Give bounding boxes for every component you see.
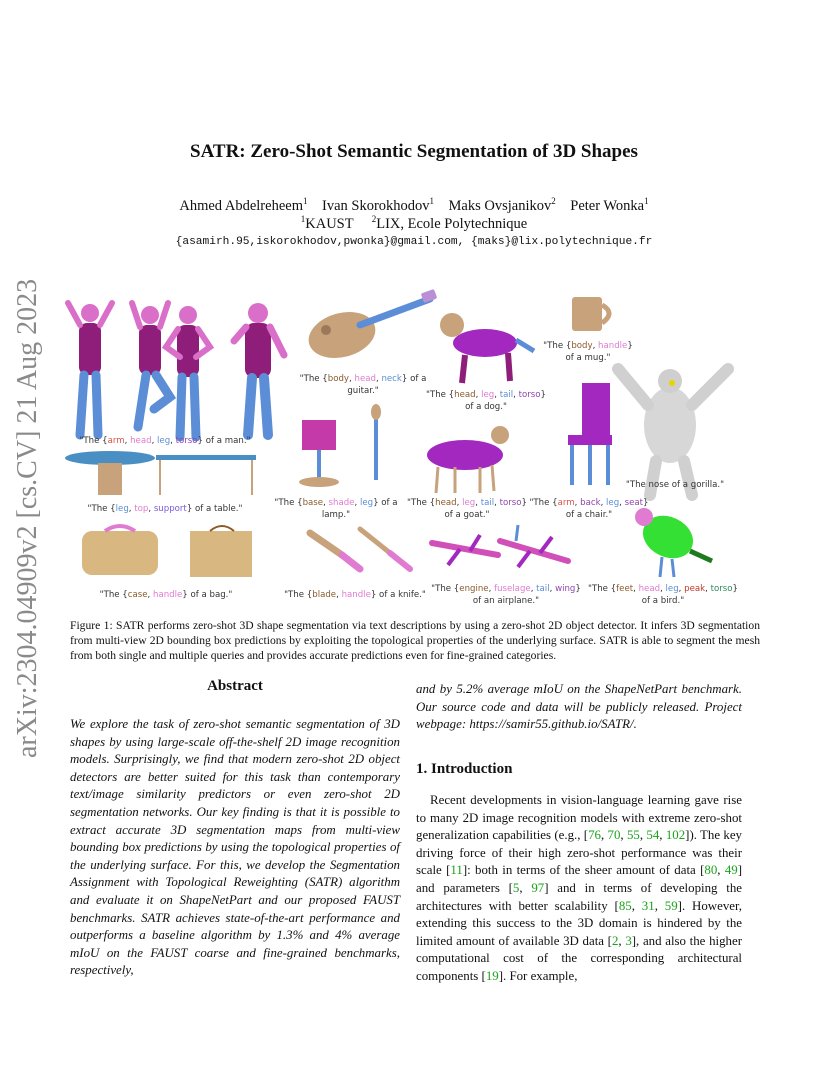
citation-link[interactable]: 2 bbox=[611, 933, 619, 948]
caption-guitar: "The {body, head, neck} of a guitar." bbox=[299, 374, 427, 396]
caption-airplane: "The {engine, fuselage, tail, wing} of an airplane." bbox=[431, 584, 581, 606]
author-list bbox=[0, 196, 828, 215]
author-name: Ahmed Abdelreheem bbox=[179, 197, 303, 214]
caption-man: "The {arm, head, leg, torso} of a man." bbox=[79, 436, 251, 446]
citation-link[interactable]: 97 bbox=[531, 880, 545, 895]
affiliation: LIX, Ecole Polytechnique bbox=[376, 215, 528, 232]
author-emails: {asamirh.95,iskorokhodov,pwonka}@gmail.com, {maks}@lix.polytechnique.fr bbox=[175, 236, 653, 248]
caption-dog: "The {head, leg, tail, torso} of a dog." bbox=[426, 390, 546, 412]
citation-link[interactable]: 59 bbox=[664, 898, 678, 913]
affiliation: KAUST bbox=[305, 215, 354, 232]
author-name: Ivan Skorokhodov bbox=[321, 197, 430, 214]
guitar-shape bbox=[303, 289, 437, 365]
citation-link[interactable]: 85 bbox=[618, 898, 632, 913]
dog-shape bbox=[440, 313, 534, 383]
citation-link[interactable]: 70 bbox=[607, 828, 621, 843]
citation-link[interactable]: 54 bbox=[646, 828, 660, 843]
caption-goat: "The {head, leg, tail, torso} of a goat." bbox=[407, 498, 527, 520]
citation-link[interactable]: 5 bbox=[512, 880, 520, 895]
affiliations bbox=[0, 214, 828, 233]
chair-shape bbox=[568, 383, 612, 485]
aff-num: 1 bbox=[300, 214, 306, 224]
caption-lamp: "The {base, shade, leg} of a lamp." bbox=[274, 498, 398, 520]
citation-link[interactable]: 76 bbox=[588, 828, 601, 843]
caption-table: "The {leg, top, support} of a table." bbox=[87, 504, 243, 514]
abstract-text: We explore the task of zero-shot semantic segmentation of 3D shapes by using large-scale off-the-shelf 2D image recognition models. Surprisingly, we find that modern zero-shot 2D object detectors are better suited for this task than contemporary text/image similarity predictors or even zero-shot 2D segmentation networks. Our key finding is that it is possible to extract accurate 3D segmentation maps from multi-view bounding box predictions by using the topological properties of the underlying surface. For this, we develop the Segmentation Assignment with Topological Reweighting (SATR) algorithm and evaluate it on ShapeNetPart and our proposed FAUST benchmarks. SATR achieves state-of-the-art performance and outperforms a baseline algorithm by 1.3% and 4% average mIoU on the FAUST coarse and fine-grained benchmarks, respectively, bbox=[70, 717, 400, 978]
table-shape bbox=[65, 451, 256, 495]
intro-paragraph: Recent developments in vision-language learning gave rise to many 2D image recognition models with extreme zero-shot generalization capabilities (e.g., [76, 70, 55, 54, 102]). The key driving force of their high zero-shot performance was their scale [11]: both in terms of the sheer amount of data [80, 49] and parameters [5, 97] and in terms of developing the architectures with better scalability [85, 31, 59]. However, extending this success to the 3D domain is hindered by the limited amount of available 3D data [2, 3], and also the higher computational cost of the corresponding architectural components [19]. For example, bbox=[416, 793, 743, 983]
figure-caption: Figure 1: SATR performs zero-shot 3D shape segmentation via text descriptions by using a zero-shot 2D object detector. It infers 3D segmentation from multi-view 2D bounding box predictions by exploiting the topological properties of the underlying surface. SATR is able to segment the mesh from both single and multiple queries and provides accurate predictions even for fine-grained categories. bbox=[70, 619, 760, 662]
arxiv-stamp: arXiv:2304.04909v2 [cs.CV] 21 Aug 2023 bbox=[12, 278, 43, 758]
author-aff: 1 bbox=[302, 196, 308, 206]
caption-chair: "The {arm, back, leg, seat} of a chair." bbox=[529, 498, 649, 520]
aff-num: 2 bbox=[371, 214, 377, 224]
lamp-shape bbox=[299, 404, 381, 487]
gorilla-shape bbox=[618, 369, 728, 495]
paper-title: SATR: Zero-Shot Semantic Segmentation of 3D Shapes bbox=[190, 141, 638, 162]
author-aff: 1 bbox=[644, 196, 649, 206]
citation-link[interactable]: 102 bbox=[665, 828, 686, 843]
author-aff: 2 bbox=[551, 196, 556, 206]
abstract-heading: Abstract bbox=[207, 678, 263, 694]
citation-link[interactable]: 55 bbox=[626, 828, 640, 843]
caption-bag: "The {case, handle} of a bag." bbox=[99, 590, 233, 600]
citation-link[interactable]: 19 bbox=[485, 968, 499, 983]
citation-link[interactable]: 80 bbox=[704, 863, 718, 878]
caption-knife: "The {blade, handle} of a knife." bbox=[284, 590, 426, 600]
caption-bird: "The {feet, head, leg, peak, torso} of a bird." bbox=[588, 584, 738, 606]
author-name: Peter Wonka bbox=[570, 197, 645, 214]
author-name: Maks Ovsjanikov bbox=[448, 197, 552, 214]
abstract-continued: and by 5.2% average mIoU on the ShapeNetPart benchmark. Our source code and data will be publicly released. Project webpage: https://samir55.github.io/SATR/. bbox=[416, 682, 742, 732]
caption-gorilla: "The nose of a gorilla." bbox=[625, 480, 725, 490]
author-aff: 1 bbox=[429, 196, 435, 206]
citation-link[interactable]: 3 bbox=[625, 933, 632, 948]
citation-link[interactable]: 11 bbox=[450, 863, 463, 878]
section-heading-introduction: 1. Introduction bbox=[416, 761, 513, 777]
airplane-shape bbox=[432, 525, 568, 567]
knife-shape bbox=[310, 529, 410, 569]
citation-link[interactable]: 31 bbox=[641, 898, 655, 913]
caption-mug: "The {body, handle} of a mug." bbox=[543, 341, 633, 363]
goat-shape bbox=[427, 426, 509, 493]
human-figure bbox=[68, 303, 284, 437]
citation-link[interactable]: 49 bbox=[724, 863, 738, 878]
bag-shape bbox=[82, 526, 252, 577]
mug-shape bbox=[572, 297, 609, 331]
